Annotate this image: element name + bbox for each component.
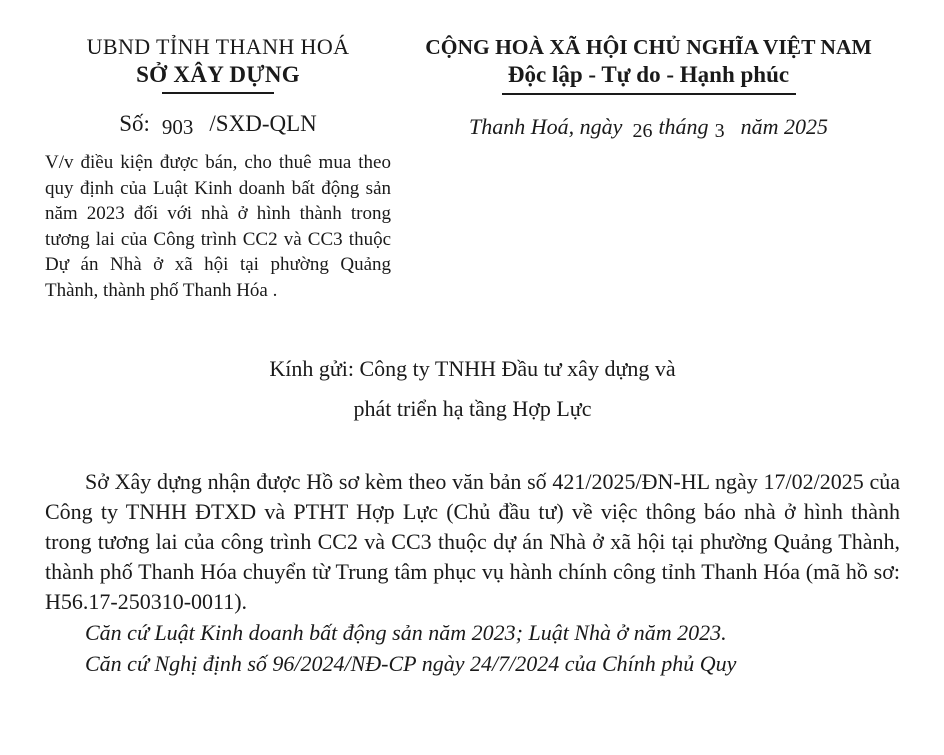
date-day: 26 (632, 120, 653, 142)
recipient-block (45, 349, 900, 429)
agency-name: SỞ XÂY DỰNG (136, 62, 300, 87)
recipient-line-1: Kính gửi: Công ty TNHH Đầu tư xây dựng và (269, 356, 676, 381)
national-motto: Độc lập - Tự do - Hạnh phúc (507, 62, 790, 87)
document-body (45, 467, 900, 679)
recipient-line-2: phát triển hạ tầng Hợp Lực (353, 396, 592, 421)
agency-underline-rule (162, 92, 274, 94)
date-place-prefix: Thanh Hoá, ngày (469, 114, 623, 139)
document-header (45, 34, 900, 303)
body-paragraph: Sở Xây dựng nhận được Hồ sơ kèm theo văn bản số 421/2025/ĐN-HL ngày 17/02/2025 của Công ty TNHH ĐTXD và PTHT Hợp Lực (Chủ đầu tư) về việc thông báo nhà ở hình thành trong tương lai của công trình CC2 và CC3 thuộc dự án Nhà ở xã hội tại phường Quảng Thành, thành phố Thanh Hóa chuyển từ Trung tâm phục vụ hành chính công tỉnh Thanh Hóa (mã hồ sơ: H56.17-250310-0011). (45, 469, 900, 614)
national-title: CỘNG HOÀ XÃ HỘI CHỦ NGHĨA VIỆT NAM (425, 35, 872, 59)
legal-citation-2: Căn cứ Nghị định số 96/2024/NĐ-CP ngày 24/7/2024 của Chính phủ Quy (85, 651, 737, 676)
issuing-agency-block (45, 34, 391, 303)
national-header-block (391, 34, 900, 140)
legal-citation-1: Căn cứ Luật Kinh doanh bất động sản năm 2023; Luật Nhà ở năm 2023. (85, 620, 727, 645)
motto-underline-rule (502, 93, 796, 95)
document-number-suffix: /SXD-QLN (209, 111, 317, 136)
place-date-line (397, 114, 900, 140)
date-month-label: tháng (658, 114, 709, 139)
document-subject: V/v điều kiện được bán, cho thuê mua theo quy định của Luật Kinh doanh bất động sản năm 2023 đối với nhà ở hình thành trong tương lai của Công trình CC2 và CC3 thuộc Dự án Nhà ở xã hội tại phường Quảng Thành, thành phố Thanh Hóa . (45, 152, 391, 301)
parent-agency-name: UBND TỈNH THANH HOÁ (86, 34, 350, 59)
date-year: năm 2025 (740, 114, 828, 139)
document-number-label: Số: (119, 111, 150, 136)
document-number-value: 903 (161, 115, 194, 139)
document-number-line (45, 111, 391, 137)
date-month: 3 (714, 120, 725, 142)
